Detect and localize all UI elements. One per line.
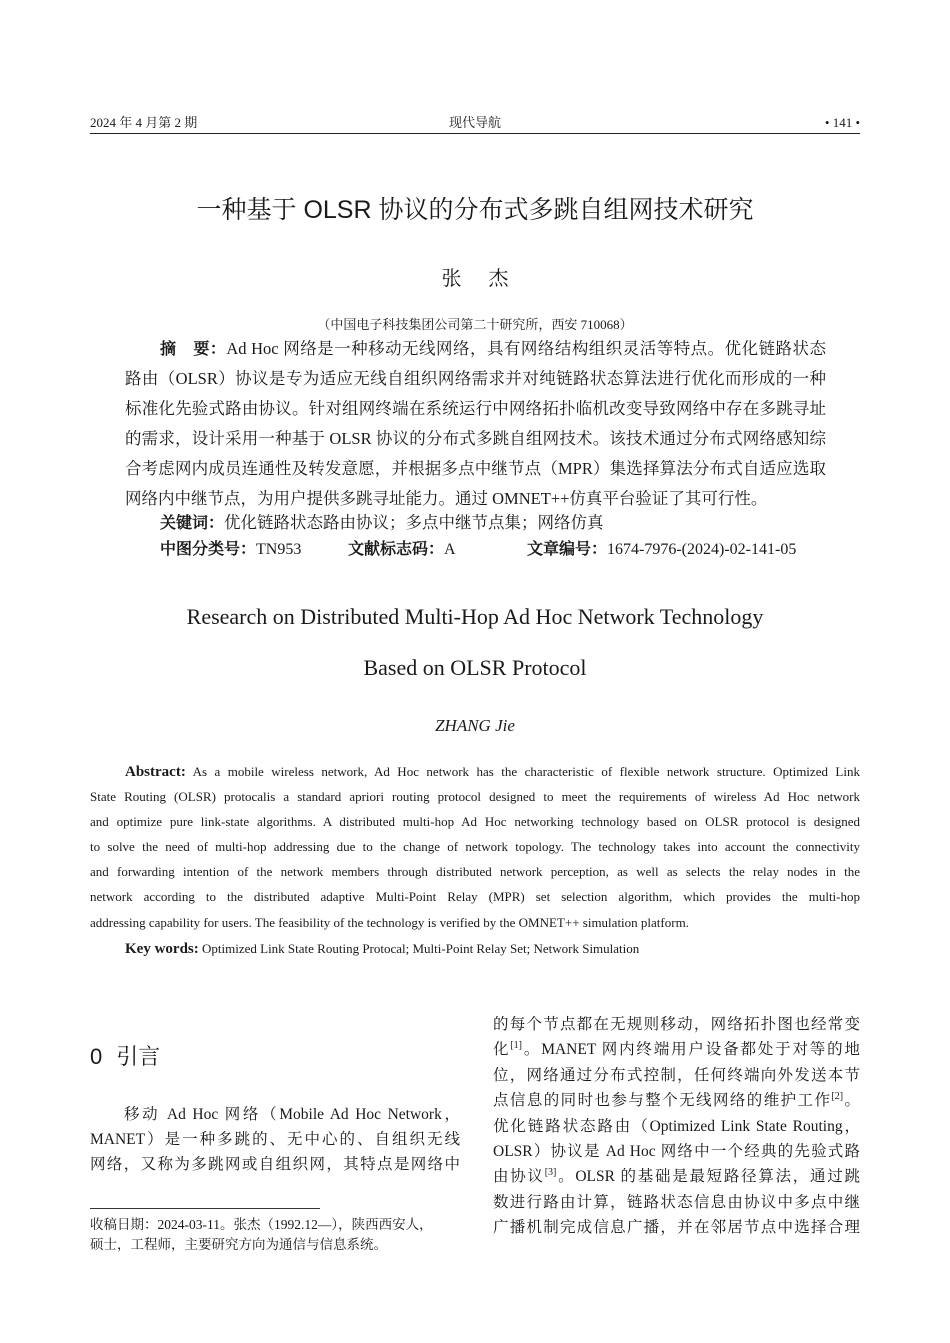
en-abstract-label: Abstract:: [125, 764, 186, 780]
body-line: 位，网络通过分布式控制，任何终端向外发送本节: [493, 1067, 860, 1084]
en-title-line: Based on OLSR Protocol: [363, 655, 587, 680]
paper-title: 一种基于 OLSR 协议的分布式多跳自组网技术研究: [196, 196, 754, 224]
cn-abstract-text: Ad Hoc 网络是一种移动无线网络，具有网络结构组织灵活等特点。优化链路状态: [226, 339, 826, 358]
body-line: 广播机制完成信息广播，并在邻居节点中选择合理: [493, 1219, 860, 1236]
clc-value: TN953: [256, 541, 302, 558]
footnote-line: 硕士，工程师，主要研究方向为通信与信息系统。: [90, 1237, 387, 1252]
header-journal: 现代导航: [448, 115, 501, 130]
en-author-name: ZHANG Jie: [435, 716, 515, 735]
document-code: [348, 539, 456, 561]
en-keywords-label: Key words:: [125, 941, 199, 957]
footnote-rule: [90, 1208, 320, 1209]
body-text: 点信息的同时也参与整个无线网络的维护工作: [493, 1092, 832, 1109]
footnote-line: 收稿日期：2024-03-11。张杰（1992.12—），陕西西安人，: [90, 1217, 433, 1232]
body-line: 移动 Ad Hoc 网络（Mobile Ad Hoc Network，: [124, 1106, 460, 1123]
body-line: 的每个节点都在无规则移动，网络拓扑图也经常变: [493, 1016, 860, 1033]
body-line: 网络，又称为多跳网或自组织网，其特点是网络中: [90, 1156, 460, 1173]
en-abstract-line: addressing capability for users. The feasibility of the technology is verified by the OMNET++ simulation platform.: [90, 915, 689, 930]
header-issue: 2024 年 4 月第 2 期: [90, 115, 198, 130]
en-abstract-line: network according to the distributed adaptive Multi-Point Relay (MPR) set selection algorithm, which provides the multi-hop: [90, 889, 860, 904]
clc-label: 中图分类号：: [160, 541, 257, 558]
body-line: OLSR）协议是 Ad Hoc 网络中一个经典的先验式路: [493, 1143, 860, 1160]
article-number-label: 文章编号：: [527, 541, 608, 558]
cn-keywords: [160, 512, 604, 535]
citation-ref: [2]: [831, 1091, 844, 1102]
section-title: 引言: [116, 1044, 161, 1069]
header-page-number: • 141 •: [824, 115, 860, 130]
cn-abstract-line: 合考虑网内成员连通性及转发意愿，并根据多点中继节点（MPR）集选择算法分布式自适应选取: [125, 459, 826, 478]
body-text: 。MANET 网内终端用户设备都处于对等的地: [522, 1041, 860, 1058]
en-keywords-value: Optimized Link State Routing Protocal; Multi-Point Relay Set; Network Simulation: [202, 941, 640, 956]
citation-ref: [3]: [544, 1167, 557, 1178]
section-heading: [90, 1043, 160, 1071]
cn-abstract-line: 标准化先验式路由协议。针对组网终端在系统运行中网络拓扑临机改变导致网络中存在多跳寻址: [125, 399, 826, 418]
cn-abstract-line: 网络内中继节点，为用户提供多跳寻址能力。通过 OMNET++仿真平台验证了其可行性。: [125, 489, 768, 508]
body-line: 数进行路由计算，链路状态信息由协议中多点中继: [493, 1194, 860, 1211]
en-keywords: [125, 940, 639, 958]
document-code-label: 文献标志码：: [348, 541, 445, 558]
body-text: 。: [843, 1092, 860, 1109]
en-abstract-text: As a mobile wireless network, Ad Hoc network has the characteristic of flexible network structure. Optimized Link: [192, 764, 860, 779]
body-line: MANET）是一种多跳的、无中心的、自组织无线: [90, 1131, 460, 1148]
article-number-value: 1674-7976-(2024)-02-141-05: [607, 541, 797, 558]
body-text: 。OLSR 的基础是最短路径算法，通过跳: [556, 1168, 860, 1185]
section-number: 0: [90, 1044, 103, 1069]
en-abstract-line: [125, 763, 860, 781]
cn-abstract-line: 的需求，设计采用一种基于 OLSR 协议的分布式多跳自组网技术。该技术通过分布式网络感知综: [125, 429, 826, 448]
cn-abstract-line: 路由（OLSR）协议是专为适应无线自组织网络需求并对纯链路状态算法进行优化而形成的一种: [125, 369, 826, 388]
body-text: 化: [493, 1041, 511, 1058]
citation-ref: [1]: [510, 1040, 523, 1051]
header-rule: [90, 133, 860, 134]
cn-keywords-label: 关键词：: [160, 515, 225, 532]
body-line: 优化链路状态路由（Optimized Link State Routing，: [493, 1118, 860, 1135]
article-number: [527, 539, 796, 561]
body-text: 由协议: [493, 1168, 545, 1185]
cn-abstract-line: [160, 338, 826, 361]
en-abstract-line: to solve the need of multi-hop addressing due to the change of network topology. The technology takes into account the connectivity: [90, 839, 860, 854]
clc-number: [160, 539, 301, 561]
en-abstract-line: and forwarding intention of the network members through distributed network perception, as well as selects the relay nodes in the: [90, 864, 860, 879]
cn-abstract-label: 摘 要：: [160, 341, 227, 358]
en-abstract-line: and optimize pure link-state algorithms. A distributed multi-hop Ad Hoc networking technology based on OLSR protocol is designed: [90, 814, 860, 829]
body-line: [493, 1040, 860, 1060]
en-title-line: Research on Distributed Multi-Hop Ad Hoc Network Technology: [186, 604, 764, 629]
body-line: [493, 1167, 860, 1187]
cn-keywords-value: 优化链路状态路由协议；多点中继节点集；网络仿真: [224, 513, 604, 532]
body-line: [493, 1091, 860, 1111]
author-name: 张 杰: [441, 268, 509, 290]
affiliation: （中国电子科技集团公司第二十研究所，西安 710068）: [317, 317, 633, 332]
document-code-value: A: [444, 541, 456, 558]
en-abstract-line: State Routing (OLSR) protocalis a standard apriori routing protocol designed to meet the requirements of wireless Ad Hoc network: [90, 789, 860, 804]
